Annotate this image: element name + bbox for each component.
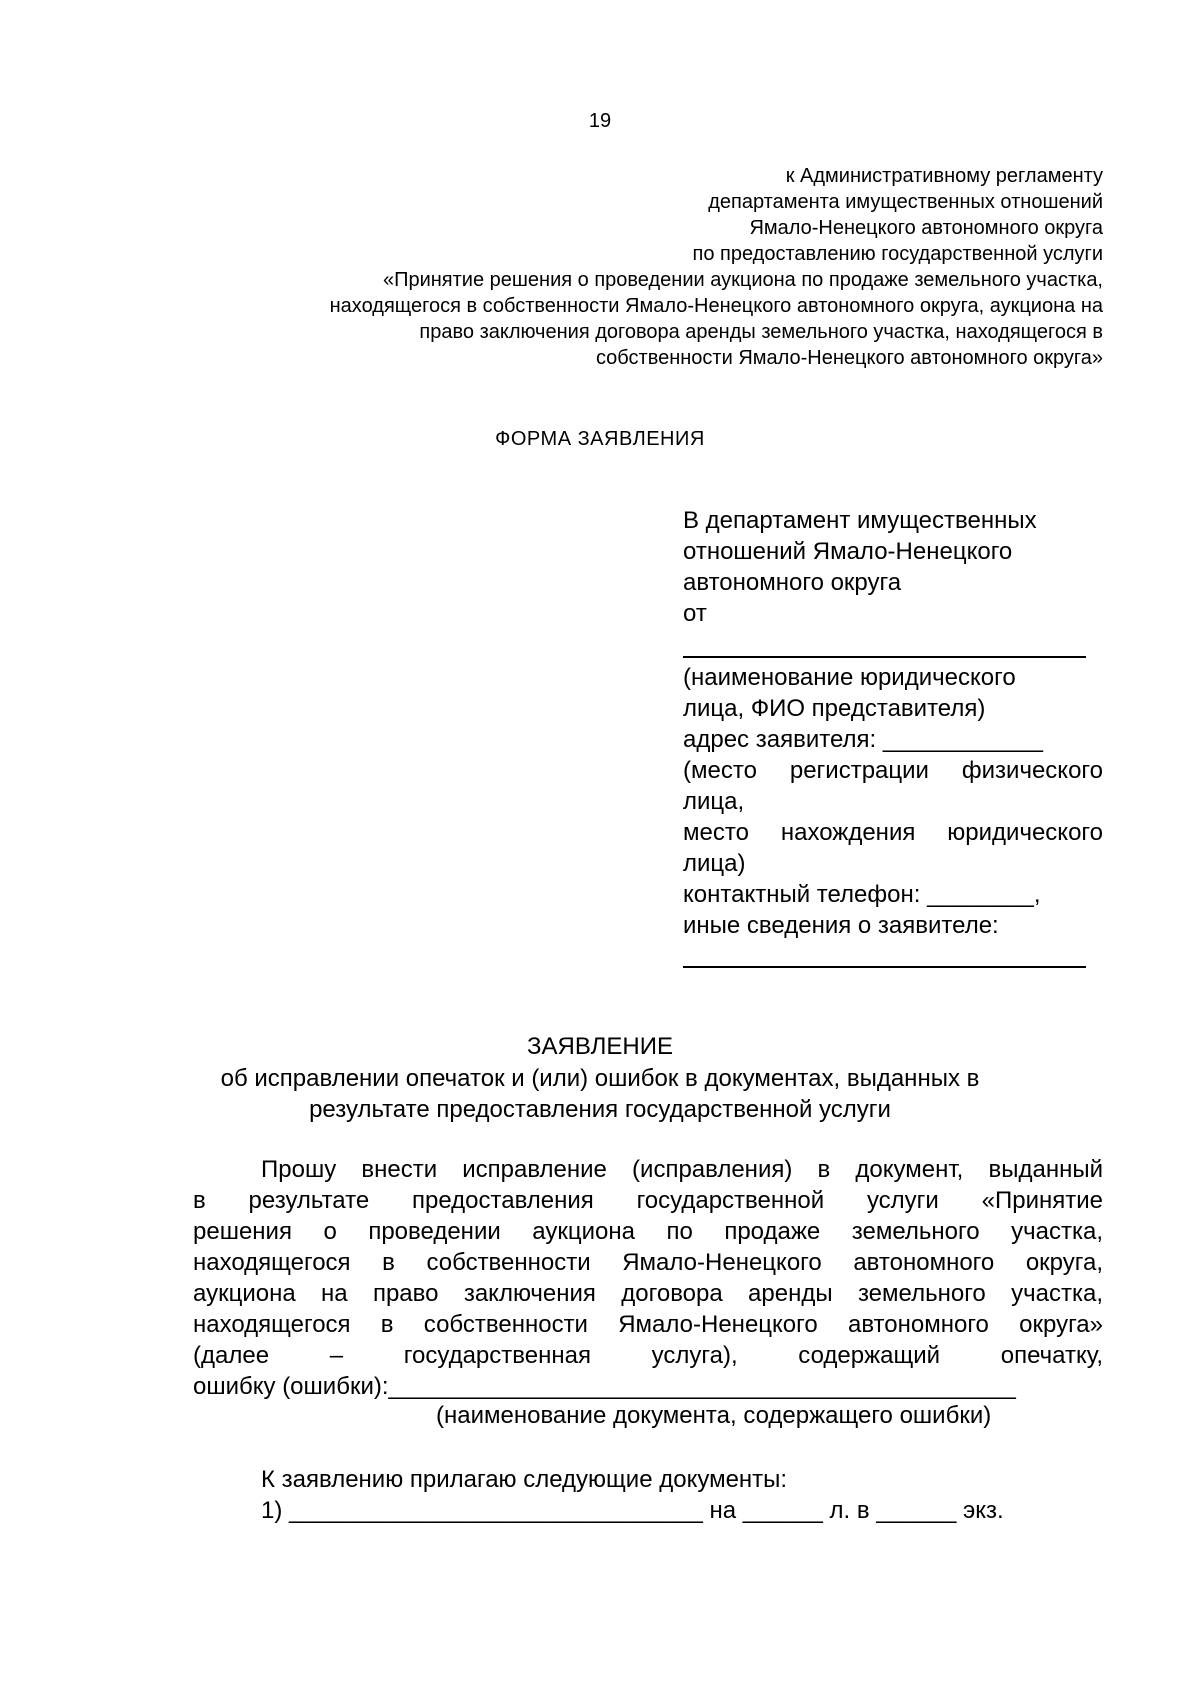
document-name-hint: (наименование документа, содержащего ошибки): [436, 1402, 992, 1429]
addressee-line: В департамент имущественных: [683, 507, 1037, 534]
request-line: в результате предоставления государственной услуги «Принятие: [193, 1187, 1103, 1214]
header-line: «Принятие решения о проведении аукциона по продаже земельного участка,: [382, 269, 1103, 291]
request-line: находящегося в собственности Ямало-Ненецкого автономного округа»: [193, 1311, 1103, 1338]
addressee-hint: (наименование юридического: [683, 664, 1016, 691]
application-title: ЗАЯВЛЕНИЕ: [527, 1033, 673, 1060]
addressee-hint: лица): [683, 850, 746, 877]
applicant-address: адрес заявителя: ____________: [683, 726, 1043, 753]
request-line: аукциона на право заключения договора аренды земельного участка,: [193, 1280, 1103, 1307]
applicant-other-info: иные сведения о заявителе:: [683, 912, 999, 939]
request-line: решения о проведении аукциона по продаже земельного участка,: [193, 1218, 1103, 1245]
attachments-intro: К заявлению прилагаю следующие документы:: [261, 1466, 788, 1493]
addressee-from: от: [683, 600, 707, 627]
addressee-hint: лица, ФИО представителя): [683, 695, 986, 722]
header-line: Ямало-Ненецкого автономного округа: [749, 217, 1103, 239]
attachment-item: 1) _______________________________ на ______ л. в ______ экз.: [261, 1497, 1004, 1524]
applicant-name-rule: [683, 656, 1086, 658]
addressee-hint: лица,: [683, 788, 745, 815]
header-line: к Административному регламенту: [785, 165, 1103, 187]
header-line: по предоставлению государственной услуги: [692, 243, 1103, 265]
application-subtitle: результате предоставления государственной услуги: [309, 1096, 891, 1123]
request-line: (далее – государственная услуга), содержащий опечатку,: [193, 1342, 1103, 1369]
addressee-line: автономного округа: [683, 569, 902, 596]
header-line: право заключения договора аренды земельного участка, находящегося в: [419, 321, 1103, 343]
header-line: собственности Ямало-Ненецкого автономного округа»: [595, 347, 1103, 369]
page-number: 19: [588, 110, 612, 132]
applicant-other-rule: [683, 966, 1086, 968]
header-line: департамента имущественных отношений: [708, 191, 1103, 213]
header-line: находящегося в собственности Ямало-Ненецкого автономного округа, аукциона на: [329, 295, 1103, 317]
addressee-hint: (место регистрации физического: [683, 757, 1103, 784]
request-line: Прошу внести исправление (исправления) в документ, выданный: [261, 1156, 1103, 1183]
application-subtitle: об исправлении опечаток и (или) ошибок в документах, выданных в: [220, 1065, 980, 1092]
form-title: ФОРМА ЗАЯВЛЕНИЯ: [495, 428, 705, 450]
addressee-hint: место нахождения юридического: [683, 819, 1103, 846]
applicant-phone: контактный телефон: ________,: [683, 881, 1041, 908]
request-paragraph: [193, 1154, 1103, 1402]
request-line: находящегося в собственности Ямало-Ненецкого автономного округа,: [193, 1249, 1103, 1276]
request-line: ошибку (ошибки):_______________________________________________: [193, 1373, 1016, 1400]
addressee-line: отношений Ямало-Ненецкого: [683, 538, 1013, 565]
